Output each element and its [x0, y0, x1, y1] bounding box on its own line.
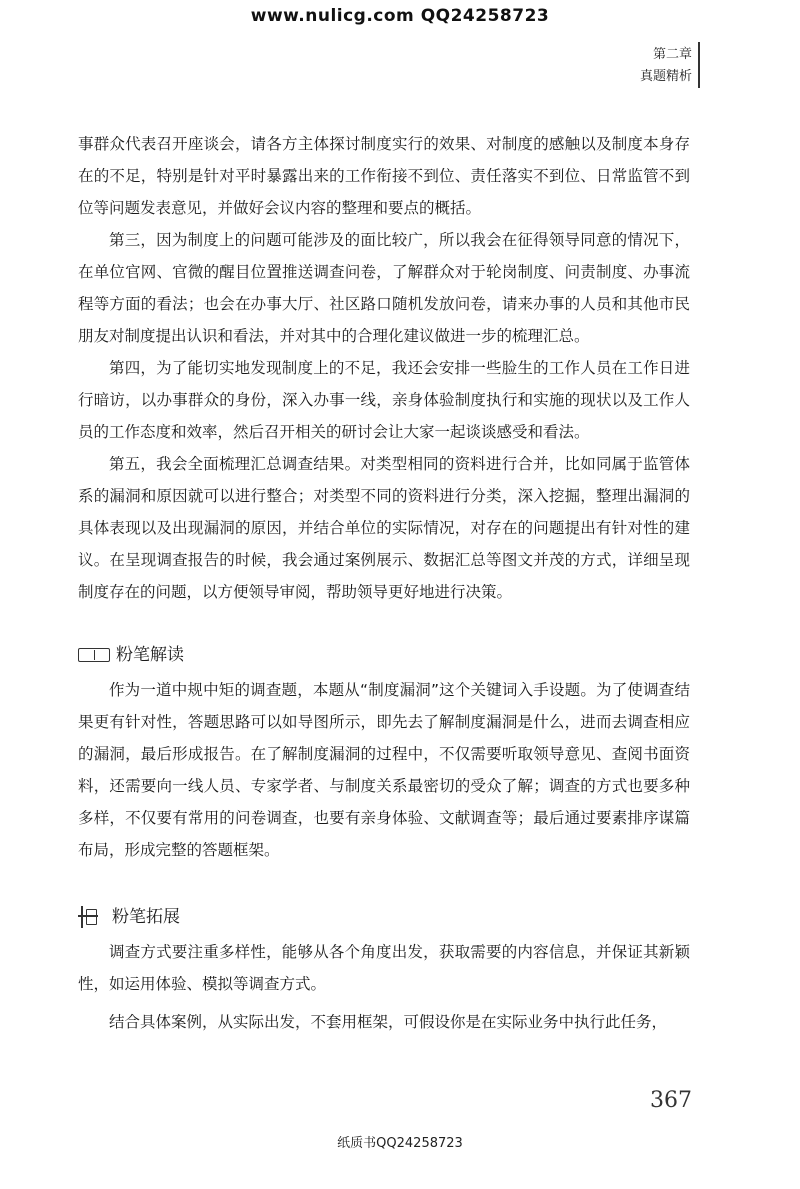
section-jiedu-text: 作为一道中规中矩的调查题，本题从“制度漏洞”这个关键词入手设题。为了使调查结果更有针对性，答题思路可以如导图所示，即先去了解制度漏洞是什么，进而去调查相应的漏洞，最后形成报告。在了解制度漏洞的过程中，不仅需要听取领导意见、查阅书面资料，还需要向一线人员、专家学者、与制度关系最密切的受众了解；调查的方式也要多种多样，不仅要有常用的问卷调查，也要有亲身体验、文献调查等；最后通过要素排序谋篇布局，形成完整的答题框架。	[78, 681, 690, 859]
book-icon	[78, 648, 110, 662]
section-tuozhan-para-2: 结合具体案例，从实际出发，不套用框架，可假设你是在实际业务中执行此任务，	[109, 1013, 668, 1031]
paragraph-fourth: 第四，为了能切实地发现制度上的不足，我还会安排一些脸生的工作人员在工作日进行暗访，以办事群众的身份，深入办事一线，亲身体验制度执行和实施的现状以及工作人员的工作态度和效率，然后召开相关的研讨会让大家一起谈谈感受和看法。	[78, 359, 690, 441]
chapter-title: 第二章	[652, 47, 692, 62]
page-body	[78, 128, 690, 1038]
chapter-header	[640, 44, 692, 88]
section-jiedu-title: 粉笔解读	[116, 645, 184, 665]
section-tuozhan-para-1: 调查方式要注重多样性，能够从各个角度出发，获取需要的内容信息，并保证其新颖性，如运用体验、模拟等调查方式。	[78, 943, 690, 993]
page-number: 367	[650, 1088, 692, 1113]
expand-icon	[78, 904, 100, 930]
watermark-bottom: 纸质书QQ24258723	[337, 1136, 463, 1151]
watermark-top: www.nulicg.com QQ24258723	[250, 6, 550, 26]
paragraph-continued: 事群众代表召开座谈会，请各方主体探讨制度实行的效果、对制度的感触以及制度本身存在的不足，特别是针对平时暴露出来的工作衔接不到位、责任落实不到位、日常监管不到位等问题发表意见，并做好会议内容的整理和要点的概括。	[78, 135, 690, 217]
paragraph-fifth: 第五，我会全面梳理汇总调查结果。对类型相同的资料进行合并，比如同属于监管体系的漏洞和原因就可以进行整合；对类型不同的资料进行分类，深入挖掘，整理出漏洞的具体表现以及出现漏洞的原因，并结合单位的实际情况，对存在的问题提出有针对性的建议。在呈现调查报告的时候，我会通过案例展示、数据汇总等图文并茂的方式，详细呈现制度存在的问题，以方便领导审阅，帮助领导更好地进行决策。	[78, 455, 690, 601]
section-title: 真题精析	[639, 69, 692, 84]
header-divider	[698, 42, 700, 88]
paragraph-third: 第三，因为制度上的问题可能涉及的面比较广，所以我会在征得领导同意的情况下，在单位官网、官微的醒目位置推送调查问卷，了解群众对于轮岗制度、问责制度、办事流程等方面的看法；也会在办事大厅、社区路口随机发放问卷，请来办事的人员和其他市民朋友对制度提出认识和看法，并对其中的合理化建议做进一步的梳理汇总。	[78, 231, 690, 345]
section-tuozhan-title: 粉笔拓展	[112, 907, 180, 927]
section-tuozhan-heading	[78, 900, 690, 934]
section-jiedu-heading	[78, 638, 690, 672]
